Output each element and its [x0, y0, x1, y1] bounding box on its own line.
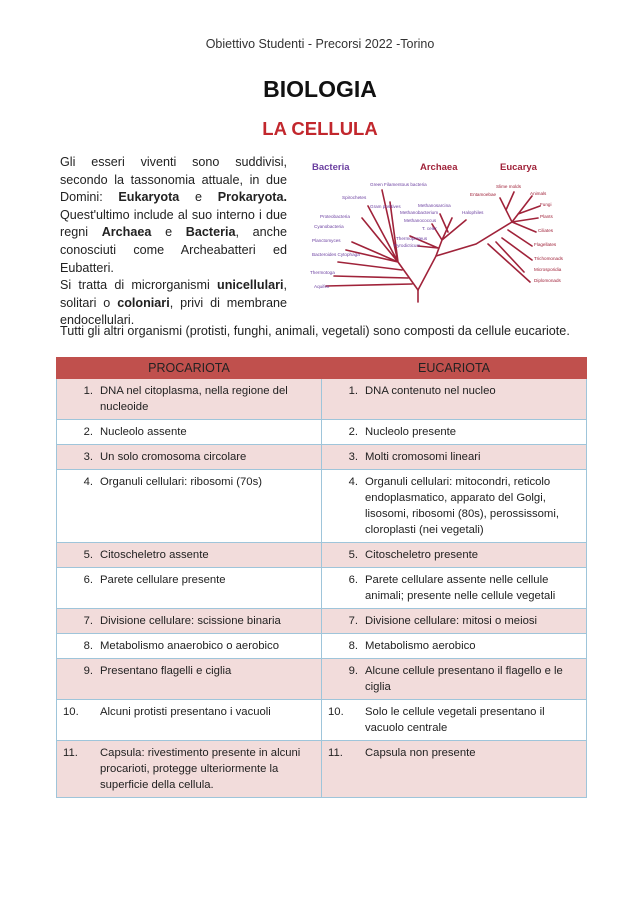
table-row [57, 445, 587, 470]
tree-domain-archaea: Archaea [420, 162, 458, 173]
row-number: 2. [83, 426, 93, 438]
table-row [57, 741, 587, 798]
eucariota-cell [322, 470, 587, 543]
tree-label: Aquifex [314, 284, 330, 289]
procariota-cell [57, 379, 322, 420]
tree-label: Animals [530, 191, 547, 196]
cell-text: Parete cellulare assente nelle cellule animali; presente nelle cellule vegetali [365, 574, 556, 602]
table-row [57, 470, 587, 543]
procariota-cell [57, 543, 322, 568]
row-number: 5. [83, 549, 93, 561]
row-number: 4. [348, 476, 358, 488]
tree-label: Gram positives [370, 204, 401, 209]
cell-text: Molti cromosomi lineari [365, 451, 481, 463]
cell-text: DNA nel citoplasma, nella regione del nucleoide [100, 385, 288, 413]
tree-label: Green Filamentous bacteria [370, 182, 427, 187]
intro-paragraph-2: Si tratta di microrganismi unicellulari, solitari o coloniari, privi di membrane endocellulari. [60, 278, 287, 328]
tree-label: Diplomonads [534, 278, 561, 283]
tree-label: Methanococcus [404, 218, 437, 223]
eucariota-cell [322, 741, 587, 798]
table-row [57, 609, 587, 634]
tree-label: Proteobacteria [320, 214, 350, 219]
row-number: 8. [348, 640, 358, 652]
procariota-cell [57, 568, 322, 609]
row-number: 1. [348, 385, 358, 397]
cell-text: Capsula: rivestimento presente in alcuni procarioti, protegge ulteriormente la superficie della cellula. [100, 747, 301, 791]
tree-label: Halophiles [462, 210, 484, 215]
cell-text: Metabolismo aerobico [365, 640, 476, 652]
cell-text: Nucleolo assente [100, 426, 187, 438]
tree-label: Entamoebae [470, 192, 497, 197]
row-number: 6. [83, 574, 93, 586]
tree-label: Spirochetes [342, 195, 367, 200]
tree-label: T. celer [422, 226, 437, 231]
row-number: 9. [83, 665, 93, 677]
cell-text: DNA contenuto nel nucleo [365, 385, 496, 397]
eucariota-cell [322, 568, 587, 609]
eucariota-cell [322, 634, 587, 659]
row-number: 1. [83, 385, 93, 397]
tree-domain-bacteria: Bacteria [312, 162, 350, 173]
cell-text: Parete cellulare presente [100, 574, 226, 586]
tree-label: Microsporidia [534, 267, 562, 272]
table-row [57, 543, 587, 568]
tree-label: Methanobacterium [400, 210, 439, 215]
table-row [57, 700, 587, 741]
row-number: 11. [328, 747, 343, 759]
cell-text: Metabolismo anaerobico o aerobico [100, 640, 279, 652]
eucariota-cell [322, 700, 587, 741]
row-number: 3. [348, 451, 358, 463]
cell-text: Organuli cellulari: mitocondri, reticolo endoplasmatico, apparato del Golgi, lisosomi, ribosomi (80s), perossissomi, cloroplasti (nei vegetali) [365, 476, 559, 536]
table-row [57, 420, 587, 445]
table-body [57, 379, 587, 798]
eucariota-cell [322, 609, 587, 634]
tree-label: Trichomonads [534, 256, 563, 261]
intro-text [60, 154, 287, 330]
tree-label: Plants [540, 214, 553, 219]
tree-label: Planctomyces [312, 238, 341, 243]
table-row [57, 379, 587, 420]
page-subtitle: LA CELLULA [262, 118, 378, 139]
tree-domain-eucarya: Eucarya [500, 162, 537, 173]
column-header-eucariota: EUCARIOTA [322, 358, 587, 379]
intro-paragraph-3: Tutti gli altri organismi (protisti, funghi, animali, vegetali) sono composti da cellule eucariote. [60, 324, 570, 338]
tree-label: Methanosarcina [418, 203, 451, 208]
procariota-cell [57, 609, 322, 634]
row-number: 2. [348, 426, 358, 438]
tree-label: Slime molds [496, 184, 522, 189]
eucariota-cell [322, 445, 587, 470]
procariota-cell [57, 470, 322, 543]
cell-text: Divisione cellulare: scissione binaria [100, 615, 281, 627]
row-number: 11. [63, 747, 78, 759]
eucariota-cell [322, 543, 587, 568]
procariota-cell [57, 741, 322, 798]
cell-text: Nucleolo presente [365, 426, 457, 438]
phylogenetic-tree-diagram [300, 152, 585, 307]
row-number: 6. [348, 574, 358, 586]
eucariota-cell [322, 379, 587, 420]
tree-label: Fungi [540, 202, 552, 207]
cell-text: Presentano flagelli e ciglia [100, 665, 232, 677]
table-row [57, 634, 587, 659]
table-row [57, 568, 587, 609]
row-number: 3. [83, 451, 93, 463]
tree-eucarya-branches [488, 192, 540, 282]
eucariota-cell [322, 659, 587, 700]
intro-paragraph-1: Gli esseri viventi sono suddivisi, secondo la tassonomia attuale, in due Domini: Eukaryota e Prokaryota. Quest'ultimo include al suo interno i due regni Archaea e Bacteria, anche conosciuti come Archeabatteri ed Eubatteri. [60, 155, 287, 275]
cell-text: Organuli cellulari: ribosomi (70s) [100, 476, 262, 488]
tree-main-branch [418, 222, 512, 290]
column-header-procariota: PROCARIOTA [57, 358, 322, 379]
row-number: 7. [348, 615, 358, 627]
cell-text: Alcuni protisti presentano i vacuoli [100, 706, 271, 718]
cell-text: Un solo cromosoma circolare [100, 451, 247, 463]
tree-label: Thermoproteus [396, 236, 428, 241]
row-number: 8. [83, 640, 93, 652]
procariota-cell [57, 634, 322, 659]
row-number: 10. [63, 706, 79, 718]
comparison-table [56, 357, 587, 798]
page-title: BIOLOGIA [263, 76, 377, 102]
page-header: Obiettivo Studenti - Precorsi 2022 -Torino [205, 37, 435, 51]
cell-text: Solo le cellule vegetali presentano il vacuolo centrale [365, 706, 545, 734]
tree-label: Bacteroides Cytophaga [312, 252, 360, 257]
tree-label: Pyrodicticum [394, 243, 421, 248]
tree-label: Thermotoga [310, 270, 335, 275]
tree-label: Cyanobacteria [314, 224, 344, 229]
table-header-row [57, 358, 587, 379]
cell-text: Divisione cellulare: mitosi o meiosi [365, 615, 538, 627]
tree-label: Ciliates [538, 228, 554, 233]
row-number: 5. [348, 549, 358, 561]
procariota-cell [57, 420, 322, 445]
table-row [57, 659, 587, 700]
cell-text: Alcune cellule presentano il flagello e le ciglia [365, 665, 563, 693]
procariota-cell [57, 445, 322, 470]
row-number: 4. [83, 476, 93, 488]
eucariota-cell [322, 420, 587, 445]
row-number: 10. [328, 706, 344, 718]
row-number: 7. [83, 615, 93, 627]
cell-text: Citoscheletro assente [100, 549, 209, 561]
cell-text: Capsula non presente [365, 747, 476, 759]
cell-text: Citoscheletro presente [365, 549, 479, 561]
procariota-cell [57, 700, 322, 741]
row-number: 9. [348, 665, 358, 677]
tree-label: Flagellates [534, 242, 557, 247]
procariota-cell [57, 659, 322, 700]
